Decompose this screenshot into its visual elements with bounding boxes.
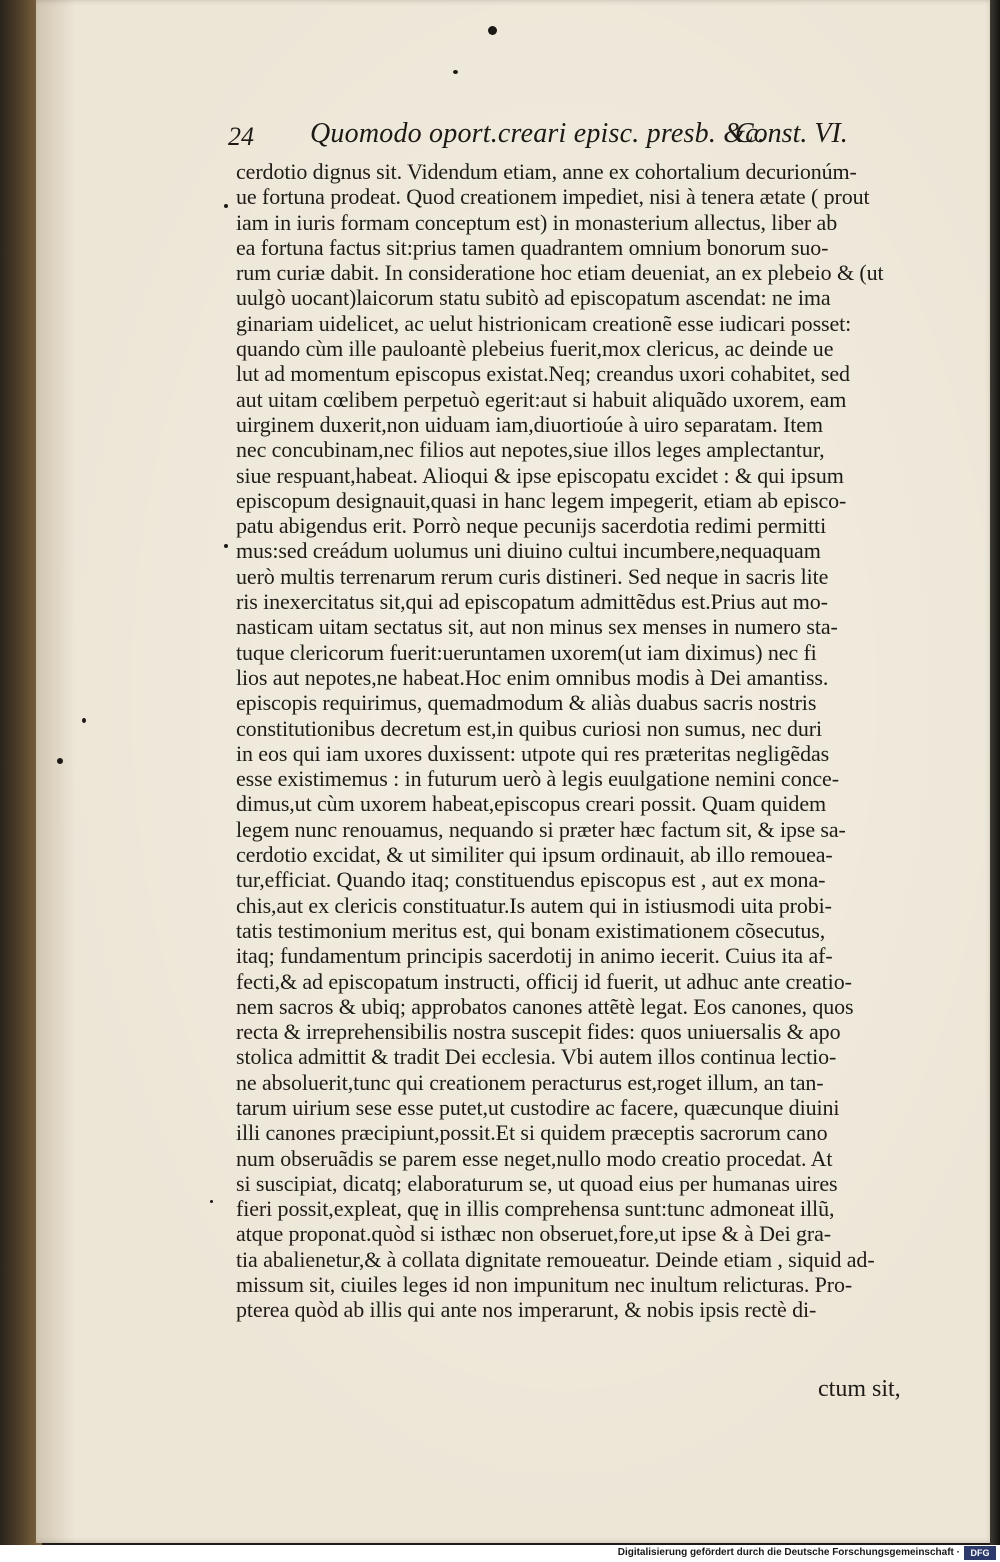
text-line: constitutionibus decretum est,in quibus curiosi non sumus, nec duri [236, 715, 823, 741]
text-line: tia abalienetur,& à collata dignitate remoueatur. Deinde etiam , siquid ad- [236, 1246, 875, 1272]
text-line: ne absoluerit,tunc qui creationem peracturus est,roget illum, an tan- [236, 1069, 824, 1095]
text-line: cerdotio dignus sit. Videndum etiam, anne ex cohortalium decurionúm- [236, 159, 857, 184]
text-line: fieri possit,expleat, quę in illis comprehensa sunt:tunc admoneat illũ, [236, 1196, 835, 1222]
text-line: esse existimemus : in futurum uerò à legis euulgatione nemini conce- [236, 766, 839, 792]
page-right-edge [990, 0, 1000, 1545]
text-line: fecti,& ad episcopatum instructi, officij id fuerit, ut adhuc ante creatio- [236, 968, 852, 994]
ink-speck [224, 204, 228, 208]
text-line: ginariam uidelicet, ac uelut histrionicam creationẽ esse iudicari posset: [236, 310, 852, 336]
text-line: illi canones præcipiunt,possit.Et si quidem præceptis sacrorum cano [236, 1120, 828, 1146]
text-line: tarum uirium sese esse putet,ut custodire ac facere, quæcunque diuini [236, 1094, 840, 1120]
digitization-credit: Digitalisierung gefördert durch die Deutsche Forschungsgemeinschaft · [617, 1547, 960, 1558]
text-line: si suscipiat, dicatq; elaboraturum se, ut quoad eius per humanas uires [236, 1170, 838, 1196]
section-reference: Const. VI. [735, 118, 848, 149]
ink-speck [488, 26, 497, 35]
text-line: tur,efficiat. Quando itaq; constituendus episcopus est , aut ex mona- [236, 867, 826, 893]
text-line: in eos qui iam uxores duxissent: utpote qui res præteritas negligẽdas [236, 740, 830, 766]
text-line: uirginem duxerit,non uiduam iam,diuortioúe à uiro separatam. Item [236, 411, 823, 437]
text-line: ea fortuna factus sit:prius tamen quadrantem omnium bonorum suo- [236, 234, 829, 260]
text-line: tuque clericorum fuerit:ueruntamen uxorem(ut iam diximus) nec fi [236, 639, 817, 665]
text-line: lut ad momentum episcopus existat.Neq; creandus uxori cohabitet, sed [236, 361, 850, 387]
page-header [228, 118, 928, 158]
body-text [236, 159, 930, 1323]
text-line: nec concubinam,nec filios aut nepotes,siue illos leges amplectantur, [236, 437, 825, 463]
text-line: rum curiæ dabit. In consideratione hoc etiam deueniat, an ex plebeio & (ut [236, 260, 884, 286]
text-line: legem nunc renouamus, nequando si præter hæc factum sit, & ipse sa- [236, 816, 846, 842]
text-line: tatis testimonium meritus est, qui bonam existimationem cõsecutus, [236, 917, 826, 943]
text-line: aut uitam cœlibem perpetuò egerit:aut si habuit aliquãdo uxorem, eam [236, 386, 847, 412]
dfg-logo: DFG [964, 1546, 996, 1560]
text-line: pterea quòd ab illis qui ante nos imperarunt, & nobis ipsis rectè di- [236, 1297, 817, 1323]
text-line: dimus,ut cùm uxorem habeat,episcopus creari possit. Quam quidem [236, 791, 827, 817]
text-line: cerdotio excidat, & ut similiter qui ipsum ordinauit, ab illo remouea- [236, 842, 833, 868]
ink-speck [453, 70, 458, 74]
text-line: quando cùm ille pauloantè plebeius fuerit,mox clericus, ac deinde ue [236, 336, 834, 362]
footer-banner [0, 1545, 1000, 1562]
text-line: episcopis requirimus, quemadmodum & aliàs duabus sacris nostris [236, 690, 817, 716]
text-line: stolica admittit & tradit Dei ecclesia. Vbi autem illos continua lectio- [236, 1044, 837, 1070]
text-line: nasticam uitam sectatus sit, aut non minus sex menses in numero sta- [236, 614, 838, 640]
text-line: episcopum designauit,quasi in hanc legem impegerit, etiam ab episco- [236, 487, 847, 513]
text-line: lios aut nepotes,ne habeat.Hoc enim omnibus modis à Dei amantiss. [236, 664, 829, 690]
text-line: mus:sed creádum uolumus uni diuino cultui incumbere,nequaquam [236, 538, 821, 564]
text-line: chis,aut ex clericis constituatur.Is autem qui in istiusmodi uita probi- [236, 892, 832, 918]
text-line: ris inexercitatus sit,qui ad episcopatum admittẽdus est.Prius aut mo- [236, 589, 828, 615]
ink-speck [224, 544, 228, 548]
text-line: ue fortuna prodeat. Quod creationem impediet, nisi à tenera ætate ( prout [236, 184, 870, 210]
catchword: ctum sit, [818, 1376, 901, 1402]
text-line: uulgò uocant)laicorum statu subitò ad episcopatum ascendat: ne ima [236, 285, 831, 311]
text-line: uerò multis terrenarum rerum curis distineri. Sed neque in sacris lite [236, 563, 829, 589]
text-line: itaq; fundamentum principis sacerdotij in animo iecerit. Cuius ita af- [236, 943, 833, 969]
ink-speck [210, 1200, 213, 1203]
text-line: siue respuant,habeat. Alioqui & ipse episcopatu excidet : & qui ipsum [236, 462, 844, 488]
text-line: missum sit, ciuiles leges id non impunitum nec inultum relicturas. Pro- [236, 1272, 853, 1298]
running-title: Quomodo oport.creari episc. presb. &c. [310, 118, 766, 149]
page-number: 24 [228, 122, 254, 151]
text-line: patu abigendus erit. Porrò neque pecunijs sacerdotia redimi permitti [236, 513, 827, 539]
text-line: atque proponat.quòd si isthæc non obseruet,fore,ut ipse & à Dei gra- [236, 1221, 831, 1247]
ink-speck [82, 718, 86, 723]
text-line: recta & irreprehensibilis nostra suscepit fides: quos uniuersalis & apo [236, 1019, 841, 1045]
text-line: num obseruãdis se parem esse neget,nullo modo creatio procedat. At [236, 1145, 833, 1171]
ink-speck [57, 758, 63, 764]
text-line: nem sacros & ubiq; approbatos canones attẽtè legat. Eos canones, quos [236, 993, 854, 1019]
text-line: iam in iuris formam conceptum est) in monasterium allectus, liber ab [236, 209, 838, 235]
